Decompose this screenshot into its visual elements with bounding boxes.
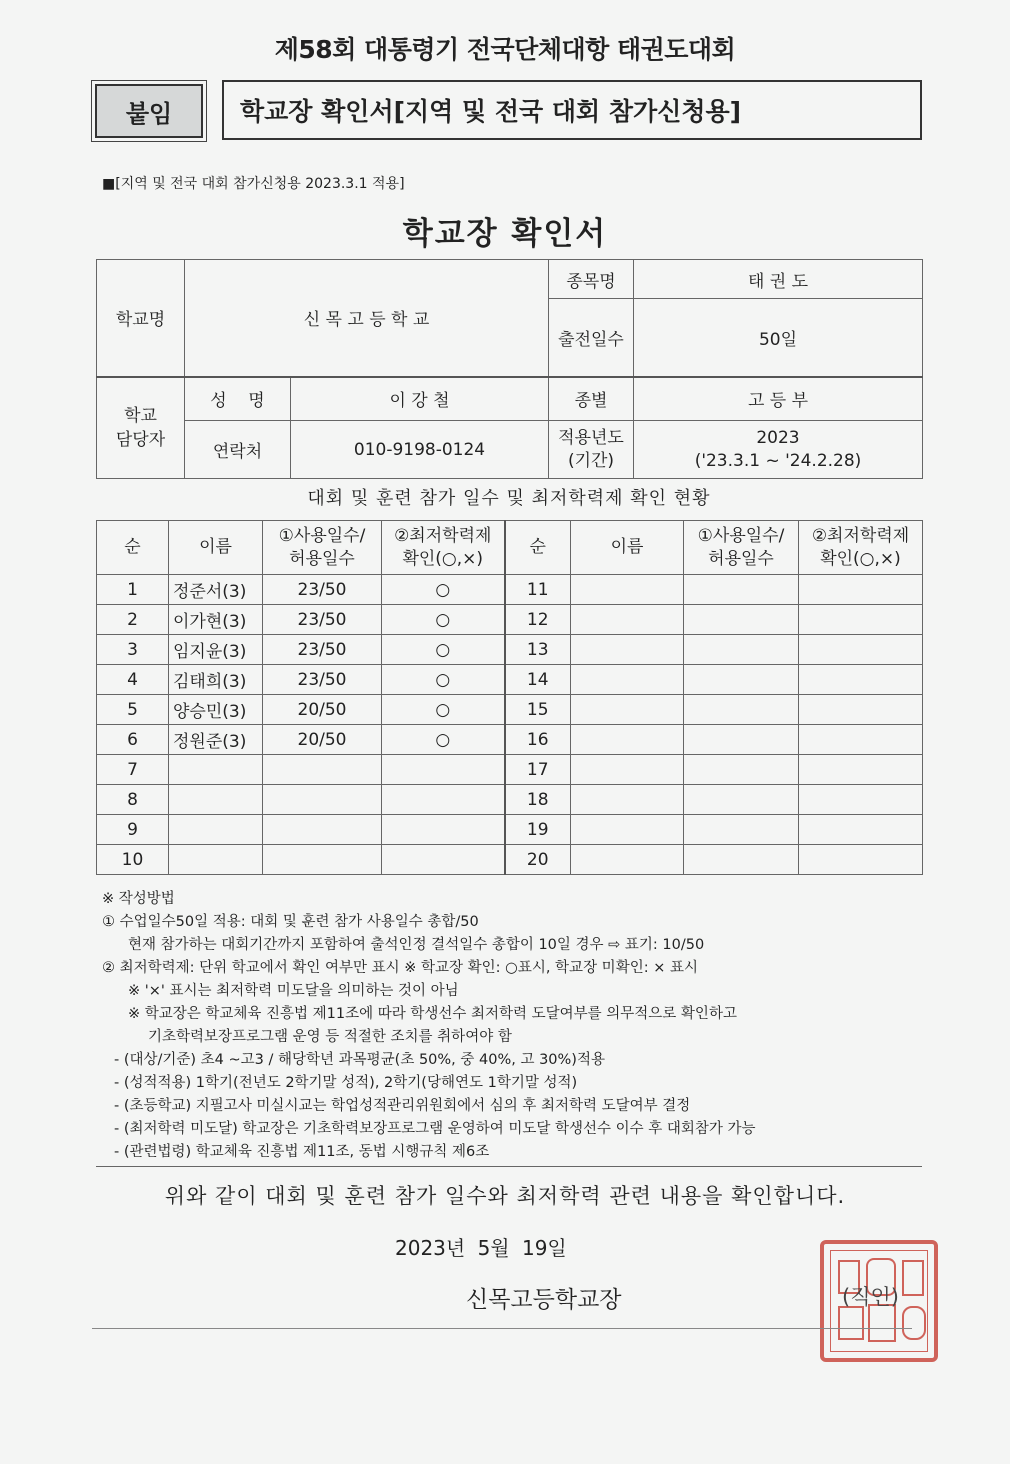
table-row <box>97 845 923 875</box>
table-row <box>97 695 923 725</box>
roster-body <box>97 575 923 875</box>
roster-cell-no: 8 <box>97 785 169 815</box>
roster-cell-name <box>571 845 684 875</box>
roster-cell-check <box>799 665 923 695</box>
roster-table <box>96 520 923 875</box>
roster-cell-name: 정준서(3) <box>169 575 263 605</box>
roster-cell-check: ○ <box>382 695 505 725</box>
roster-cell-days: 23/50 <box>263 635 382 665</box>
roster-cell-no: 9 <box>97 815 169 845</box>
col-header-check: ②최저학력제 확인(○,×) <box>382 521 505 575</box>
note-1: ① 수업일수50일 적용: 대회 및 훈련 참가 사용일수 총합/50 <box>102 914 479 930</box>
roster-cell-check <box>382 785 505 815</box>
table-row <box>97 635 923 665</box>
school-value: 신 목 고 등 학 교 <box>185 260 549 377</box>
roster-cell-name <box>169 815 263 845</box>
roster-cell-days <box>263 845 382 875</box>
note-2-detail: 기초학력보장프로그램 운영 등 적절한 조치를 취하여야 함 <box>148 1029 512 1045</box>
table-row <box>97 665 923 695</box>
roster-cell-days: 20/50 <box>263 695 382 725</box>
roster-cell-check <box>799 575 923 605</box>
roster-cell-no: 7 <box>97 755 169 785</box>
roster-cell-name <box>571 695 684 725</box>
division-label: 종별 <box>549 377 634 421</box>
seal-glyph <box>902 1306 926 1340</box>
document-heading: 학교장 확인서[지역 및 전국 대회 참가신청용] <box>222 80 922 140</box>
roster-cell-name <box>169 755 263 785</box>
roster-cell-days <box>684 695 799 725</box>
roster-cell-days <box>684 785 799 815</box>
roster-cell-name: 양승민(3) <box>169 695 263 725</box>
roster-section-title: 대회 및 훈련 참가 일수 및 최저학력제 확인 현황 <box>307 488 711 509</box>
roster-cell-no: 6 <box>97 725 169 755</box>
event-value: 태 권 도 <box>634 260 923 299</box>
roster-cell-days <box>684 755 799 785</box>
roster-cell-name <box>571 785 684 815</box>
form-note: ■[지역 및 전국 대회 참가신청용 2023.3.1 적용] <box>102 176 405 192</box>
roster-cell-no: 2 <box>97 605 169 635</box>
roster-cell-no: 3 <box>97 635 169 665</box>
roster-cell-name: 김태희(3) <box>169 665 263 695</box>
days-label: 출전일수 <box>549 299 634 377</box>
roster-cell-days <box>684 665 799 695</box>
roster-cell-check <box>382 845 505 875</box>
seal-glyph <box>902 1260 924 1296</box>
roster-cell-no: 20 <box>505 845 571 875</box>
days-value: 50일 <box>634 299 923 377</box>
roster-cell-check: ○ <box>382 725 505 755</box>
roster-cell-days: 23/50 <box>263 665 382 695</box>
name-value: 이 강 철 <box>291 377 549 421</box>
attachment-tag: 붙임 <box>95 84 203 138</box>
roster-cell-no: 14 <box>505 665 571 695</box>
col-header-no: 순 <box>505 521 571 575</box>
roster-cell-days <box>684 815 799 845</box>
roster-cell-name <box>571 575 684 605</box>
table-row <box>97 755 923 785</box>
col-header-name: 이름 <box>169 521 263 575</box>
note-detail-4: - (최저학력 미도달) 학교장은 기초학력보장프로그램 운영하여 미도달 학생선수 이수 후 대회참가 가능 <box>114 1121 756 1137</box>
roster-cell-name <box>169 785 263 815</box>
note-2: ② 최저학력제: 단위 학교에서 확인 여부만 표시 ※ 학교장 확인: ○표시, 학교장 미확인: × 표시 <box>102 960 698 976</box>
roster-cell-no: 17 <box>505 755 571 785</box>
roster-cell-check <box>799 845 923 875</box>
roster-cell-name <box>169 845 263 875</box>
period-value: ('23.3.1 ~ '24.2.28) <box>694 450 862 471</box>
principal-name: 신목고등학교장 <box>466 1287 622 1313</box>
roster-cell-name <box>571 815 684 845</box>
roster-cell-no: 13 <box>505 635 571 665</box>
seal-glyph <box>838 1306 864 1340</box>
roster-cell-no: 4 <box>97 665 169 695</box>
roster-cell-days <box>684 845 799 875</box>
contact-value: 010-9198-0124 <box>291 421 549 479</box>
roster-cell-no: 10 <box>97 845 169 875</box>
notes-title: ※ 작성방법 <box>102 891 175 907</box>
roster-cell-check: ○ <box>382 665 505 695</box>
year-value: 2023 <box>756 427 800 448</box>
document-date: 2023년 5월 19일 <box>395 1236 567 1260</box>
roster-cell-check <box>799 725 923 755</box>
roster-cell-no: 15 <box>505 695 571 725</box>
roster-cell-name: 정원준(3) <box>169 725 263 755</box>
seal-label: (직인) <box>842 1285 899 1309</box>
table-row <box>97 575 923 605</box>
table-row <box>97 725 923 755</box>
confirmation-statement: 위와 같이 대회 및 훈련 참가 일수와 최저학력 관련 내용을 확인합니다. <box>164 1184 846 1208</box>
page-title: 학교장 확인서 <box>402 216 608 252</box>
roster-cell-name <box>571 755 684 785</box>
roster-cell-check: ○ <box>382 635 505 665</box>
note-2-detail: ※ '×' 표시는 최저학력 미도달을 의미하는 것이 아님 <box>128 983 459 999</box>
roster-cell-no: 5 <box>97 695 169 725</box>
col-header-name: 이름 <box>571 521 684 575</box>
col-header-check: ②최저학력제 확인(○,×) <box>799 521 923 575</box>
competition-title: 제58회 대통령기 전국단체대항 태권도대회 <box>274 35 736 64</box>
school-label: 학교명 <box>97 260 185 377</box>
bottom-divider <box>92 1328 912 1329</box>
roster-cell-days <box>684 725 799 755</box>
roster-cell-check <box>799 605 923 635</box>
note-detail-2: - (성적적용) 1학기(전년도 2학기말 성적), 2학기(당해연도 1학기말 성적) <box>114 1075 578 1091</box>
roster-cell-no: 19 <box>505 815 571 845</box>
roster-cell-days: 23/50 <box>263 575 382 605</box>
roster-cell-days: 23/50 <box>263 605 382 635</box>
instructions <box>102 888 932 1164</box>
roster-cell-check <box>799 755 923 785</box>
col-header-days: ①사용일수/ 허용일수 <box>263 521 382 575</box>
roster-cell-days <box>263 785 382 815</box>
manager-label: 학교 담당자 <box>97 377 185 479</box>
roster-cell-days <box>684 605 799 635</box>
year-cell <box>634 421 923 479</box>
roster-cell-name <box>571 635 684 665</box>
roster-cell-check: ○ <box>382 575 505 605</box>
roster-cell-no: 16 <box>505 725 571 755</box>
roster-cell-days <box>263 755 382 785</box>
roster-cell-check <box>382 755 505 785</box>
note-1-detail: 현재 참가하는 대회기간까지 포함하여 출석인정 결석일수 총합이 10일 경우 ⇨ 표기: 10/50 <box>128 937 705 953</box>
roster-cell-days <box>684 635 799 665</box>
roster-cell-name <box>571 665 684 695</box>
roster-cell-days: 20/50 <box>263 725 382 755</box>
name-label: 성 명 <box>185 377 291 421</box>
contact-label: 연락처 <box>185 421 291 479</box>
note-2-detail: ※ 학교장은 학교체육 진흥법 제11조에 따라 학생선수 최저학력 도달여부를 의무적으로 확인하고 <box>128 1006 737 1022</box>
roster-cell-name: 임지윤(3) <box>169 635 263 665</box>
roster-cell-check <box>382 815 505 845</box>
roster-cell-days <box>684 575 799 605</box>
info-table <box>96 259 923 479</box>
roster-cell-no: 11 <box>505 575 571 605</box>
note-detail-3: - (초등학교) 지필고사 미실시교는 학업성적관리위원회에서 심의 후 최저학력 도달여부 결정 <box>114 1098 691 1114</box>
roster-cell-name <box>571 725 684 755</box>
divider <box>96 1166 922 1167</box>
col-header-days: ①사용일수/ 허용일수 <box>684 521 799 575</box>
note-detail-1: - (대상/기준) 초4 ~고3 / 해당학년 과목평균(초 50%, 중 40%, 고 30%)적용 <box>114 1052 605 1068</box>
roster-cell-check: ○ <box>382 605 505 635</box>
roster-cell-no: 12 <box>505 605 571 635</box>
year-label: 적용년도 (기간) <box>549 421 634 479</box>
roster-cell-name <box>571 605 684 635</box>
event-label: 종목명 <box>549 260 634 299</box>
roster-cell-days <box>263 815 382 845</box>
roster-cell-check <box>799 815 923 845</box>
table-row <box>97 815 923 845</box>
roster-cell-no: 18 <box>505 785 571 815</box>
roster-cell-check <box>799 695 923 725</box>
roster-cell-check <box>799 635 923 665</box>
division-value: 고 등 부 <box>634 377 923 421</box>
roster-cell-name: 이가현(3) <box>169 605 263 635</box>
table-row <box>97 605 923 635</box>
table-row <box>97 785 923 815</box>
roster-cell-check <box>799 785 923 815</box>
note-detail-5: - (관련법령) 학교체육 진흥법 제11조, 동법 시행규칙 제6조 <box>114 1144 490 1160</box>
col-header-no: 순 <box>97 521 169 575</box>
roster-cell-no: 1 <box>97 575 169 605</box>
